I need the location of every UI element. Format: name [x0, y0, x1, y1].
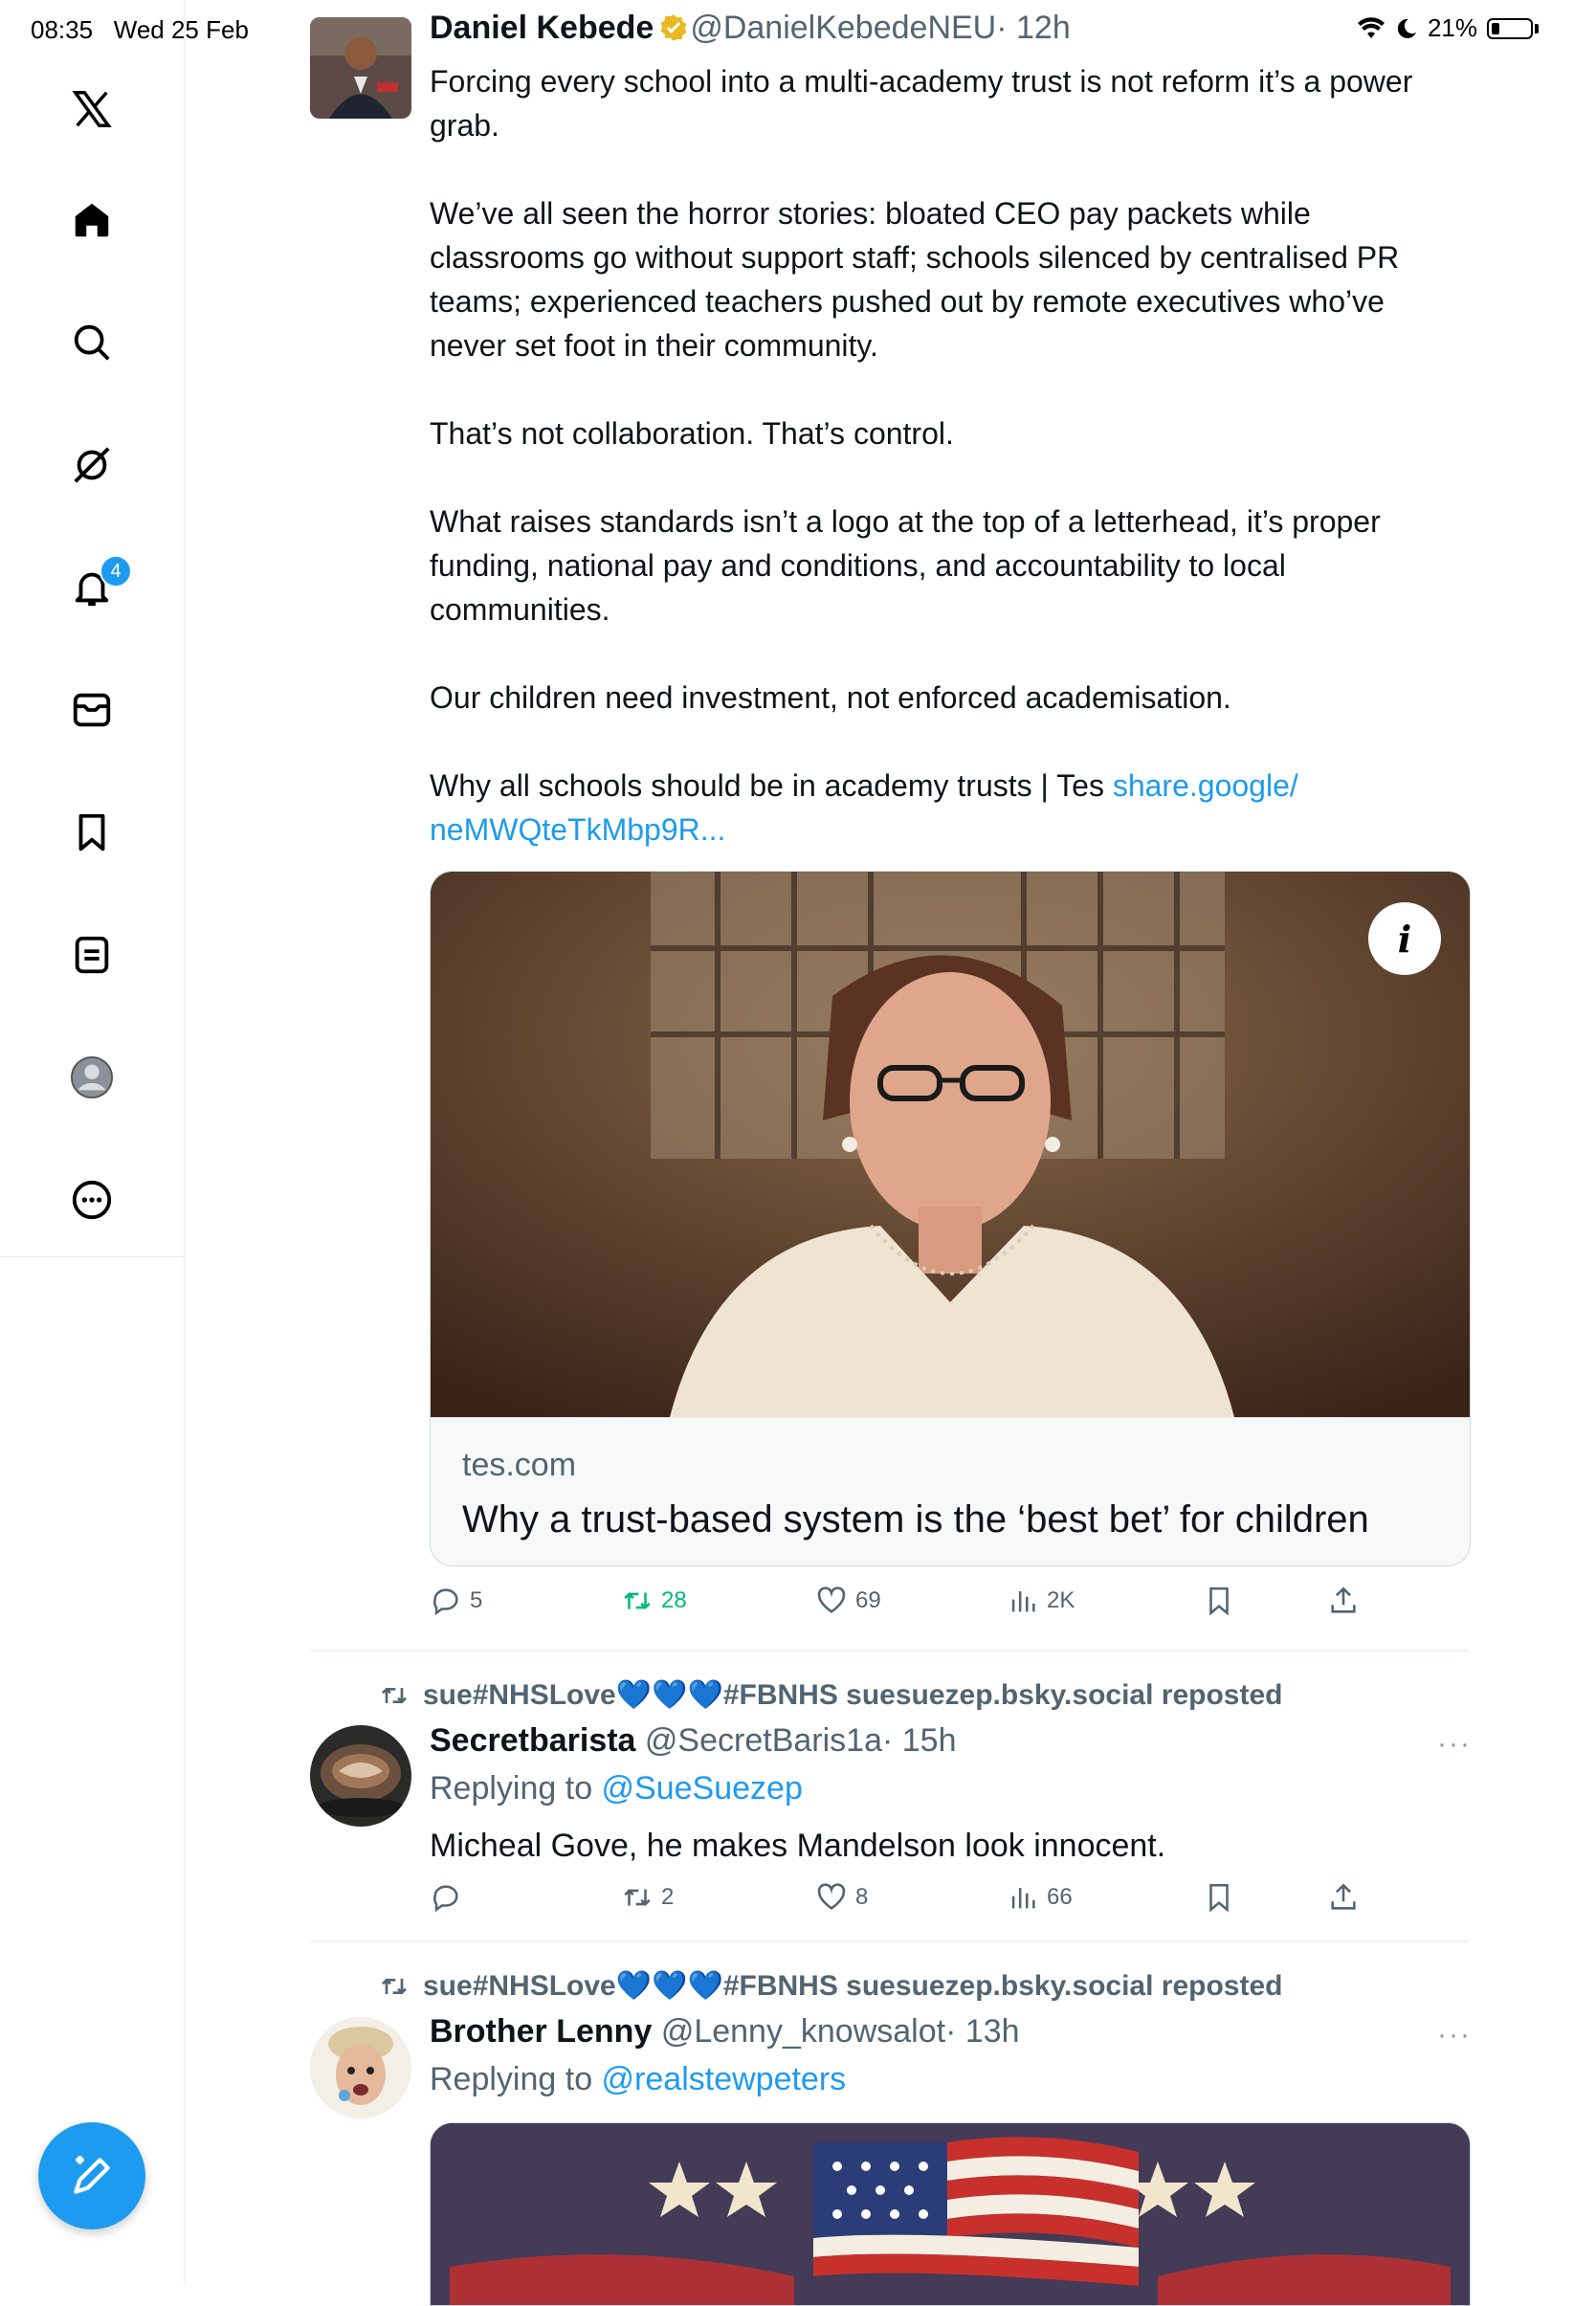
reply-author-handle[interactable]: @SecretBaris1a	[644, 1722, 882, 1759]
card-image	[431, 872, 1470, 1417]
tweet-divider	[310, 1940, 1470, 1942]
home-icon[interactable]	[67, 195, 117, 245]
reply-actions	[430, 1881, 1386, 1923]
sidebar	[0, 0, 185, 2285]
reply-author-handle[interactable]: @Lenny_knowsalot	[660, 2013, 946, 2050]
compose-post-button[interactable]	[38, 2122, 145, 2229]
profile-avatar-icon[interactable]	[67, 1053, 117, 1102]
card-title: Why a trust-based system is the ‘best bet’ for children	[462, 1498, 1369, 1541]
views-chart-icon	[1007, 1585, 1039, 1617]
heart-icon	[815, 1881, 848, 1914]
bookmark-button[interactable]	[1203, 1585, 1235, 1617]
reply-icon	[430, 1585, 462, 1617]
repost-icon	[379, 1971, 410, 2002]
grok-icon[interactable]	[67, 440, 117, 490]
lists-icon[interactable]	[67, 930, 117, 980]
more-options-button[interactable]: ···	[1437, 2019, 1472, 2051]
sidebar-divider	[0, 1256, 184, 1257]
reposted-suffix: #FBNHS suesuezep.bsky.social reposted	[722, 1970, 1283, 2002]
bookmarks-icon[interactable]	[67, 808, 117, 857]
views-count: 2K	[1047, 1587, 1075, 1613]
tweet-divider	[310, 1650, 1470, 1652]
share-button[interactable]	[1327, 1881, 1360, 1914]
card-info	[431, 1417, 1470, 1566]
bookmark-icon	[1203, 1881, 1235, 1914]
author-avatar[interactable]	[310, 17, 411, 119]
tweet-paragraph: Our children need investment, not enforced academisation.	[430, 680, 1231, 715]
wifi-icon	[1357, 17, 1385, 40]
more-options-button[interactable]: ···	[1437, 1728, 1472, 1760]
reply-button[interactable]	[430, 1881, 470, 1914]
reply-header	[430, 2013, 1020, 2051]
replying-to: Replying to @realstewpeters	[430, 2061, 847, 2097]
like-button[interactable]	[815, 1881, 868, 1914]
like-count: 8	[855, 1884, 869, 1910]
share-icon	[1327, 1585, 1360, 1617]
moon-icon	[1395, 17, 1418, 40]
tweet-paragraph: That’s not collaboration. That’s control.	[430, 416, 954, 451]
messages-icon[interactable]	[67, 685, 117, 735]
tweet-time: · 12h	[996, 10, 1071, 46]
reply-author-name[interactable]: Secretbarista	[430, 1722, 636, 1759]
feather-plus-icon	[68, 2152, 116, 2200]
share-icon	[1327, 1881, 1360, 1914]
heart-icon	[815, 1585, 848, 1617]
reply-author-avatar[interactable]	[310, 2017, 411, 2118]
reposted-by: sue#NHSLove	[423, 1970, 616, 2002]
tweet-paragraph: Forcing every school into a multi-academy trust is not reform it’s a power grab.	[430, 64, 1413, 143]
tweet-header	[430, 10, 1071, 47]
battery-percent: 21%	[1427, 13, 1477, 42]
views-chart-icon	[1007, 1881, 1039, 1914]
like-button[interactable]	[815, 1585, 881, 1617]
repost-icon	[379, 1680, 410, 1711]
replying-to-handle[interactable]: @SueSuezep	[601, 1770, 803, 1807]
bookmark-icon	[1203, 1585, 1235, 1617]
info-icon[interactable]: i	[1368, 902, 1441, 975]
repost-icon	[621, 1585, 654, 1617]
reply-text: Micheal Gove, he makes Mandelson look innocent.	[430, 1828, 1166, 1864]
reposted-by: sue#NHSLove	[423, 1679, 616, 1711]
views-count: 66	[1047, 1884, 1073, 1910]
reply-time: · 13h	[945, 2013, 1020, 2050]
repost-context[interactable]	[379, 1678, 1282, 1712]
views-button[interactable]	[1007, 1585, 1075, 1617]
reposted-suffix: #FBNHS suesuezep.bsky.social reposted	[722, 1679, 1283, 1711]
reply-time: · 15h	[881, 1722, 957, 1759]
flag-image[interactable]	[430, 2122, 1471, 2306]
repost-button[interactable]	[621, 1585, 687, 1617]
blue-hearts-icon: 💙💙💙	[615, 1679, 723, 1711]
link-preview-card[interactable]	[430, 871, 1471, 1566]
repost-context[interactable]	[379, 1969, 1282, 2003]
replying-to: Replying to @SueSuezep	[430, 1770, 803, 1807]
reply-author-avatar[interactable]	[310, 1725, 411, 1827]
views-button[interactable]	[1007, 1881, 1073, 1914]
tweet-actions	[430, 1585, 1386, 1627]
like-count: 69	[855, 1587, 881, 1613]
x-logo-icon[interactable]	[67, 84, 117, 134]
reply-header	[430, 1722, 956, 1760]
more-options-icon[interactable]	[67, 1175, 117, 1225]
bookmark-button[interactable]	[1203, 1881, 1235, 1914]
card-domain: tes.com	[462, 1447, 577, 1483]
repost-count: 28	[661, 1587, 687, 1613]
tweet-link[interactable]: share.google/ neMWQteTkMbp9R...	[430, 768, 1298, 847]
author-handle[interactable]: @DanielKebedeNEU	[690, 10, 997, 46]
battery-icon	[1487, 18, 1533, 39]
tweet-paragraph: We’ve all seen the horror stories: bloated CEO pay packets while classrooms go without support staff; schools silenced by centralised PR teams; experienced teachers pushed out by remote executives who’ve never set foot in their community.	[430, 196, 1400, 363]
repost-button[interactable]	[621, 1881, 674, 1914]
link-preface-text: Why all schools should be in academy trusts | Tes	[430, 768, 1113, 803]
repost-icon	[621, 1881, 654, 1914]
share-button[interactable]	[1327, 1585, 1360, 1617]
search-icon[interactable]	[67, 318, 117, 367]
reply-icon	[430, 1881, 462, 1914]
reply-button[interactable]	[430, 1585, 482, 1617]
reply-author-name[interactable]: Brother Lenny	[430, 2013, 653, 2050]
reply-count: 5	[470, 1587, 483, 1613]
notifications-badge: 4	[100, 555, 132, 588]
tweet-paragraph: What raises standards isn’t a logo at the top of a letterhead, it’s proper funding, national pay and conditions, and accountability to local communities.	[430, 504, 1381, 627]
author-name[interactable]: Daniel Kebede	[430, 10, 654, 46]
tweet-text	[430, 59, 1463, 852]
replying-to-handle[interactable]: @realstewpeters	[601, 2061, 847, 2097]
status-icons	[1357, 13, 1539, 43]
blue-hearts-icon: 💙💙💙	[615, 1970, 723, 2002]
repost-count: 2	[661, 1884, 675, 1910]
status-time: 08:35 Wed 25 Feb	[31, 15, 249, 44]
verified-badge-icon	[659, 13, 688, 42]
